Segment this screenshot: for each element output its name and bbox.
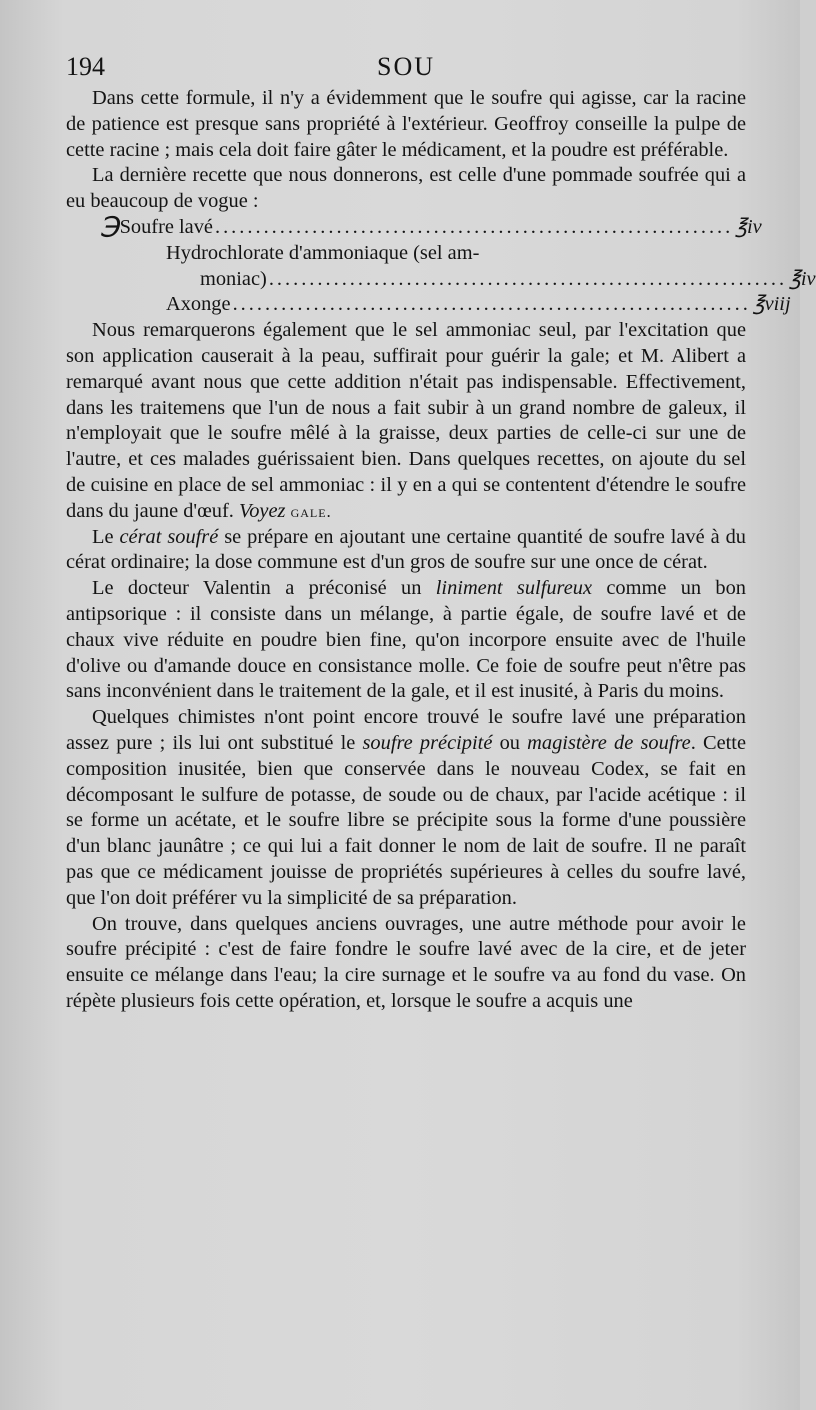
ingredient-name: Hydrochlorate d'ammoniaque (sel am-: [166, 241, 480, 264]
recipe-line-3: [166, 292, 791, 318]
paragraph-2: La dernière recette que nous donnerons, est celle d'une pommade soufrée qui a eu beaucoup de vogue :: [66, 164, 746, 213]
page-header: [66, 50, 746, 84]
paragraph-3: Nous remarquerons également que le sel ammoniac seul, par l'excitation que son application causerait à la peau, suffirait pour guérir la gale; et M. Alibert a remarqué avant nous que cette addition n'était pas indispensable. Effectivement, dans les traitemens que l'un de nous a fait subir à un grand nombre de galeux, il n'employait que le soufre mêlé à la graisse, deux parties de celle-ci sur une de l'autre, et ces malades guérissaient bien. Dans quelques recettes, on ajoute du sel de cuisine en place de sel ammoniac : il y en a qui se contentent d'étendre le soufre dans du jaune d'œuf. Voyez gale.: [66, 319, 746, 522]
ingredient-name-cont: moniac): [200, 267, 267, 290]
recipe-symbol: ℈: [100, 208, 120, 240]
ingredient-qty: ℥viij: [752, 293, 791, 316]
recipe-line-2-cont: [200, 267, 816, 293]
ingredient-qty: ℥iv: [789, 267, 816, 290]
recipe-block: [66, 208, 816, 318]
paragraph-5: Le docteur Valentin a préconisé un liniment sulfureux comme un bon antipsorique : il consiste dans un mélange, à partie égale, de soufre lavé et de chaux vive réduite en poudre bien fine, qu'on incorpore ensuite avec de l'huile d'olive ou d'amande douce en consistance molle. Ce foie de soufre peut n'être pas sans inconvénient dans le traitement de la gale, et il est inusité, à Paris du moins.: [66, 577, 746, 703]
page-body: [66, 86, 816, 1015]
leader-dots: ................................................................: [214, 215, 734, 238]
paragraph-4: Le cérat soufré se prépare en ajoutant une certaine quantité de soufre lavé à du cérat ordinaire; la dose commune est d'un gros de soufre sur une once de cérat.: [66, 525, 746, 574]
paragraph-7: On trouve, dans quelques anciens ouvrages, une autre méthode pour avoir le soufre précipité : c'est de faire fondre le soufre lavé avec de la cire, et de jeter ensuite ce mélange dans l'eau; la cire surnage et le soufre va au fond du vase. On répète plusieurs fois cette opération, et, lorsque le soufre a acquis une: [66, 912, 746, 1012]
paragraph-6: Quelques chimistes n'ont point encore trouvé le soufre lavé une préparation assez pure ; ils lui ont substitué le soufre précipité ou magistère de soufre. Cette composition inusitée, bien que conservée dans le nouveau Codex, se fait en décomposant le sulfure de potasse, de soude ou de chaux, par l'acide acétique : il se forme un acétate, et le soufre libre se précipite sous la forme d'une poussière d'un blanc jaunâtre ; ce qui lui a fait donner le nom de lait de soufre. Il ne paraît pas que ce médicament jouisse de propriétés supérieures à celles du soufre lavé, que l'on doit préférer vu la simplicité de sa préparation.: [66, 706, 747, 909]
page-number: 194: [66, 52, 105, 81]
leader-dots: ................................................................: [268, 267, 788, 290]
recipe-line-1: [100, 208, 762, 241]
recipe-line-2: [166, 241, 746, 267]
ingredient-qty: ℥iv: [735, 215, 762, 238]
leader-dots: ................................................................: [232, 293, 751, 316]
running-head: SOU: [376, 52, 435, 81]
ingredient-name: Axonge: [166, 293, 231, 316]
paragraph-1: Dans cette formule, il n'y a évidemment que le soufre qui agisse, car la racine de patience est presque sans propriété à l'extérieur. Geoffroy conseille la pulpe de cette racine ; mais cela doit faire gâter le médicament, et la poudre est préférable.: [66, 87, 746, 161]
ingredient-name: Soufre lavé: [119, 215, 213, 238]
